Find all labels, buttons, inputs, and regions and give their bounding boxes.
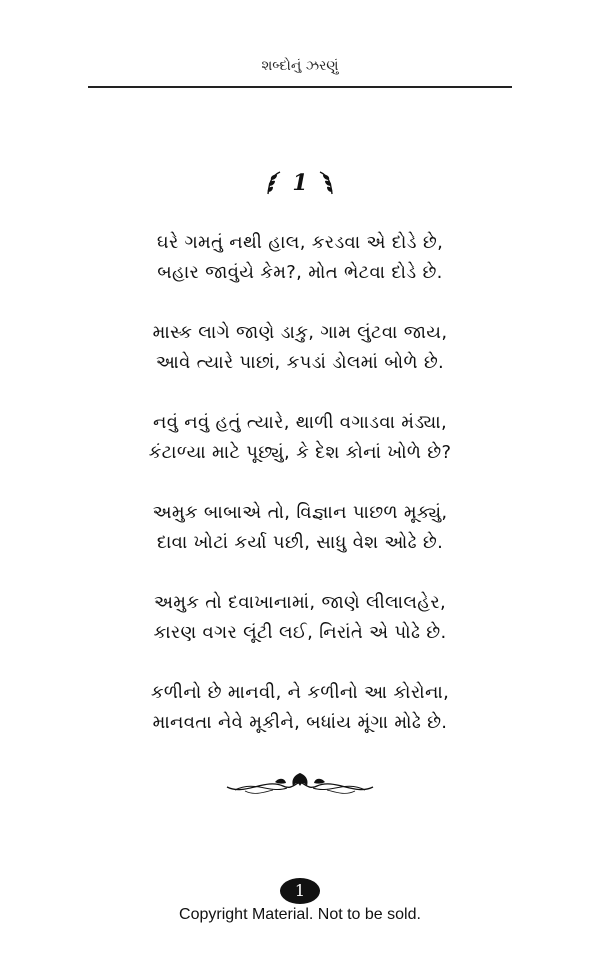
stanza: [0, 318, 600, 378]
left-leaf-ornament-icon: [265, 170, 283, 196]
poem-line: આવે ત્યારે પાછાં, કપડાં ડોલમાં બોળે છે.: [155, 352, 445, 373]
poem-line: માનવતા નેવે મૂકીને, બધાંય મૂંગા મોઢે છે.: [152, 712, 448, 733]
chapter-number: 1: [292, 170, 308, 196]
copyright-footer: Copyright Material. Not to be sold.: [179, 906, 421, 923]
poem-line: કળીનો છે માનવી, ને કળીનો આ કોરોના,: [150, 682, 450, 703]
poem-line: બહાર જાવુંયે કેમ?, મોત ભેટવા દોડે છે.: [157, 262, 443, 283]
poem-line: કંટાળ્યા માટે પૂછ્યું, કે દેશ કોનાં ખોળે છે?: [148, 442, 452, 463]
poem-line: ઘરે ગમતું નથી હાલ, કરડવા એ દોડે છે,: [156, 232, 444, 253]
poem-line: માસ્ક લાગે જાણે ડાકુ, ગામ લુંટવા જાય,: [152, 322, 448, 343]
running-header: શબ્દોનું ઝરણું: [261, 58, 339, 74]
stanza: [0, 408, 600, 468]
stanza: [0, 228, 600, 288]
stanza: [0, 498, 600, 558]
poem-line: અમુક બાબાએ તો, વિજ્ઞાન પાછળ મૂક્યું,: [152, 502, 448, 523]
poem-line: નવું નવું હતું ત્યારે, થાળી વગાડવા મંડ્યા,: [153, 412, 447, 433]
poem-line: દાવા ખોટાં કર્યા પછી, સાધુ વેશ ઓઢે છે.: [156, 532, 444, 553]
flourish-divider-icon: [225, 770, 375, 800]
poem-line: કારણ વગર લૂંટી લઈ, નિરાંતે એ પોઢે છે.: [153, 622, 447, 643]
chapter-heading: [0, 170, 600, 200]
header-rule: [88, 86, 512, 88]
stanza: [0, 588, 600, 648]
poem-line: અમુક તો દવાખાનામાં, જાણે લીલાલહેર,: [153, 592, 447, 613]
stanza: [0, 678, 600, 738]
poem: [0, 228, 600, 768]
right-leaf-ornament-icon: [317, 170, 335, 196]
page-number-badge: 1: [280, 878, 320, 904]
